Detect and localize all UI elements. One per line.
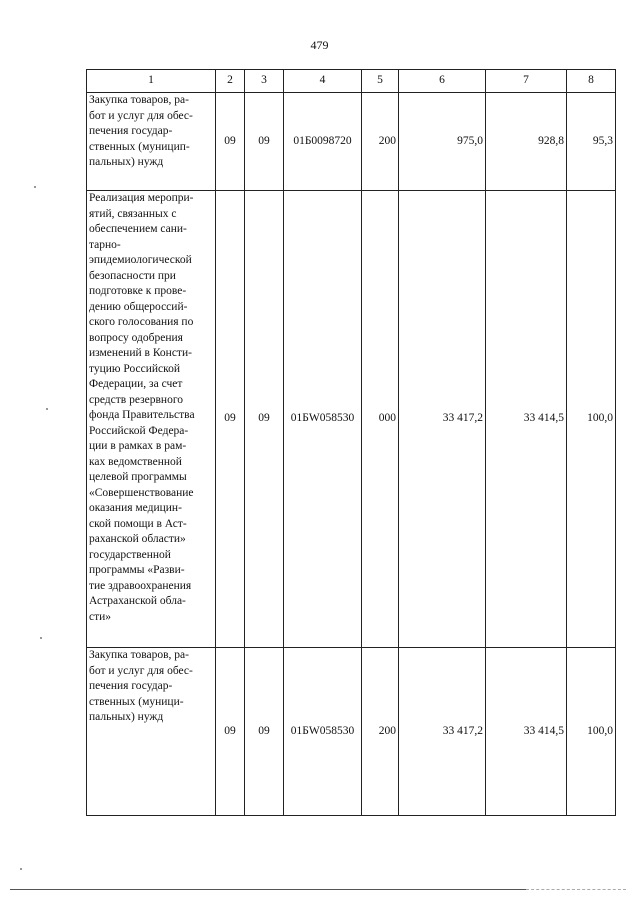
scan-bottom-edge: [10, 889, 526, 890]
cell-percent: 100,0: [567, 648, 616, 816]
column-header: 2: [216, 70, 245, 93]
table-header-row: [87, 70, 616, 93]
cell-planned: 975,0: [399, 93, 486, 191]
row-description: Закупка товаров, ра- бот и услуг для обес- печения государ- ственных (муници- пальных) нужд: [87, 648, 216, 816]
scan-speck: [20, 868, 22, 870]
cell-subsection: 09: [245, 648, 284, 816]
column-header: 3: [245, 70, 284, 93]
scan-speck: [46, 408, 48, 410]
column-header: 5: [362, 70, 399, 93]
cell-percent: 100,0: [567, 191, 616, 648]
cell-section: 09: [216, 648, 245, 816]
table-row: [87, 648, 616, 816]
column-header: 8: [567, 70, 616, 93]
page-number: 479: [310, 38, 329, 52]
cell-expense-type: 000: [362, 191, 399, 648]
column-header: 6: [399, 70, 486, 93]
row-description: Закупка товаров, ра- бот и услуг для обес- печения государ- ственных (муницип- пальных) нужд: [87, 93, 216, 191]
cell-planned: 33 417,2: [399, 191, 486, 648]
cell-subsection: 09: [245, 93, 284, 191]
cell-section: 09: [216, 93, 245, 191]
cell-target-article: 01БW058530: [284, 191, 362, 648]
row-description: Реализация меропри- ятий, связанных с обеспечением сани- тарно- эпидемиологической безопасности при подготовке к прове- дению общероссий- ского голосования по вопросу одобрения изменений в Консти- туцию Российской Федерации, за счет средств резервного фонда Правительства Российской Федера- ции в рамках в рам- ках ведомственной целевой программы «Совершенствование оказания медицин- ской помощи в Аст- раханской области» государственной программы «Разви- тие здравоохранения Астраханской обла- сти»: [87, 191, 216, 648]
cell-executed: 928,8: [486, 93, 567, 191]
cell-executed: 33 414,5: [486, 191, 567, 648]
scan-speck: [34, 186, 36, 188]
cell-target-article: 01БW058530: [284, 648, 362, 816]
column-header: 1: [87, 70, 216, 93]
cell-expense-type: 200: [362, 93, 399, 191]
cell-executed: 33 414,5: [486, 648, 567, 816]
column-header: 7: [486, 70, 567, 93]
cell-target-article: 01Б0098720: [284, 93, 362, 191]
cell-percent: 95,3: [567, 93, 616, 191]
cell-planned: 33 417,2: [399, 648, 486, 816]
cell-subsection: 09: [245, 191, 284, 648]
budget-table: [86, 69, 616, 816]
cell-expense-type: 200: [362, 648, 399, 816]
cell-section: 09: [216, 191, 245, 648]
table-row: [87, 93, 616, 191]
scan-bottom-edge-faint: [526, 889, 626, 890]
scan-speck: [40, 637, 42, 639]
table-row: [87, 191, 616, 648]
column-header: 4: [284, 70, 362, 93]
